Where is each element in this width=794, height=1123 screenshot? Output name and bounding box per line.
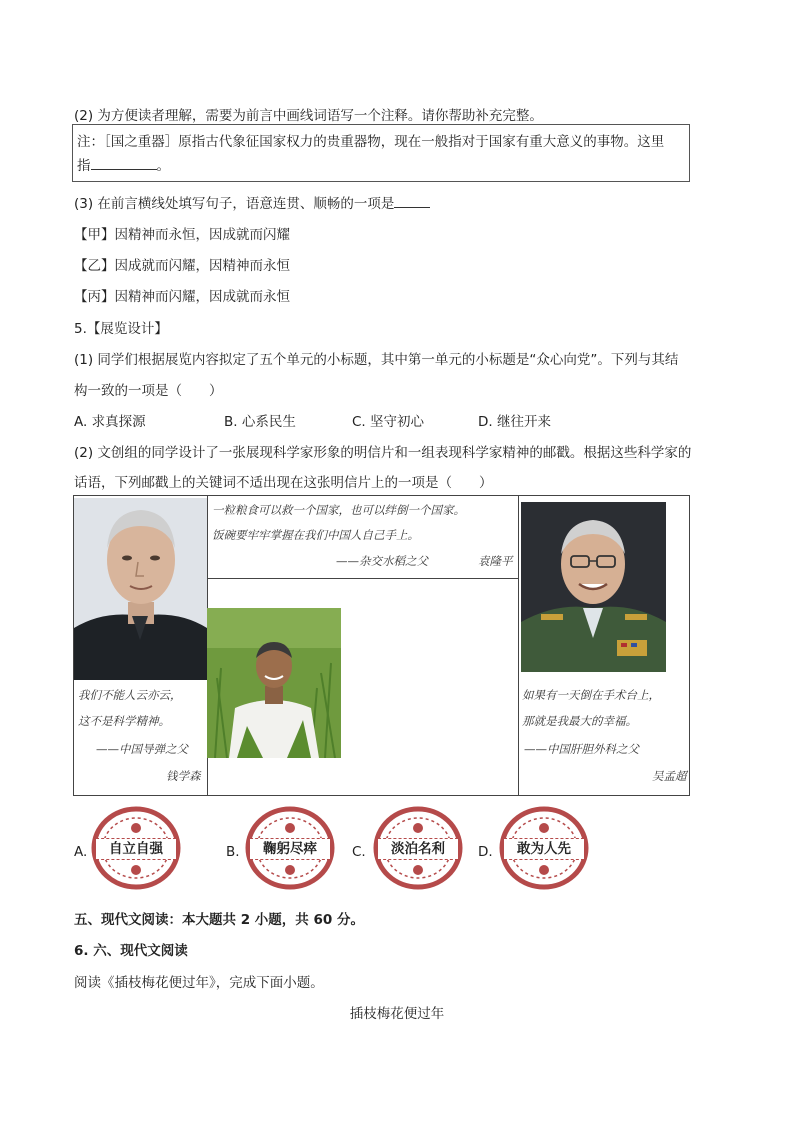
wu-title: ——中国肝胆外科之父: [524, 742, 639, 756]
option-jia: 【甲】因精神而永恒，因成就而闪耀: [74, 227, 290, 243]
choice-b: B. 心系民生: [224, 414, 296, 430]
q5-sub1-line1: (1) 同学们根据展览内容拟定了五个单元的小标题，其中第一单元的小标题是“众心向党”。下列与其结: [74, 352, 679, 368]
q6-heading: 6. 六、现代文阅读: [74, 943, 188, 959]
note-line-2: 指 。: [77, 158, 170, 174]
section-heading: 五、现代文阅读：本大题共 2 小题，共 60 分。: [74, 912, 364, 928]
yuan-quote-1: 一粒粮食可以救一个国家，也可以绊倒一个国家。: [212, 503, 465, 517]
qian-quote-1: 我们不能人云亦云，: [78, 688, 182, 702]
wu-mengchao-photo: [521, 502, 666, 672]
choice-c: C. 坚守初心: [352, 414, 425, 430]
choice-a: A. 求真探源: [74, 414, 146, 430]
qian-name: 钱学森: [166, 769, 201, 783]
q4-sub3: (3) 在前言横线处填写句子，语意连贯、顺畅的一项是: [74, 192, 430, 212]
postmark-stamp-a[interactable]: [90, 806, 182, 890]
yuan-name: 袁隆平: [478, 554, 513, 568]
stamp-keyword: 鞠躬尽瘁: [250, 838, 330, 860]
stamp-keyword: 淡泊名利: [378, 838, 458, 860]
stamp-choice-c-letter: C.: [352, 844, 366, 860]
q5-sub1-line2: 构一致的一项是（ ）: [74, 383, 223, 399]
q4-sub2: (2) 为方便读者理解，需要为前言中画线词语写一个注释。请你帮助补充完整。: [74, 108, 543, 124]
qian-title: ——中国导弹之父: [96, 742, 188, 756]
wu-quote-2: 那就是我最大的幸福。: [522, 714, 637, 728]
yuan-longping-photo: [207, 608, 341, 758]
postmark-stamp-b[interactable]: [244, 806, 336, 890]
article-title: 插枝梅花便过年: [349, 1006, 445, 1022]
fill-blank[interactable]: [91, 157, 157, 170]
choice-d: D. 继往开来: [478, 414, 551, 430]
wu-name: 吴孟超: [652, 769, 687, 783]
qian-xuesen-photo: [74, 498, 207, 680]
postmark-stamp-c[interactable]: [372, 806, 464, 890]
note-line-1: 注：［国之重器］原指古代象征国家权力的贵重器物，现在一般指对于国家有重大意义的事物。这里: [77, 134, 665, 150]
q5-sub2-line1: (2) 文创组的同学设计了一张展现科学家形象的明信片和一组表现科学家精神的邮戳。根据这些科学家的: [74, 445, 692, 461]
qian-quote-2: 这不是科学精神。: [78, 714, 170, 728]
fill-blank[interactable]: [394, 195, 430, 208]
stamp-choice-a-letter: A.: [74, 844, 88, 860]
scientist-postcard: [73, 495, 690, 796]
stamp-keyword: 敢为人先: [504, 838, 584, 860]
option-yi: 【乙】因成就而闪耀，因精神而永恒: [74, 258, 290, 274]
reading-instruction: 阅读《插枝梅花便过年》，完成下面小题。: [74, 975, 324, 991]
q5-sub2-line2: 话语，下列邮戳上的关键词不适出现在这张明信片上的一项是（ ）: [74, 475, 493, 491]
yuan-quote-2: 饭碗要牢牢掌握在我们中国人自己手上。: [212, 528, 419, 542]
wu-quote-1: 如果有一天倒在手术台上，: [522, 688, 660, 702]
annotation-box: [72, 124, 690, 182]
stamp-choice-b-letter: B.: [226, 844, 240, 860]
postmark-stamp-d[interactable]: [498, 806, 590, 890]
stamp-choice-d-letter: D.: [478, 844, 493, 860]
q5-heading: 5.【展览设计】: [74, 321, 168, 337]
option-bing: 【丙】因精神而闪耀，因成就而永恒: [74, 289, 290, 305]
yuan-title: ——杂交水稻之父: [336, 554, 428, 568]
stamp-keyword: 自立自强: [96, 838, 176, 860]
